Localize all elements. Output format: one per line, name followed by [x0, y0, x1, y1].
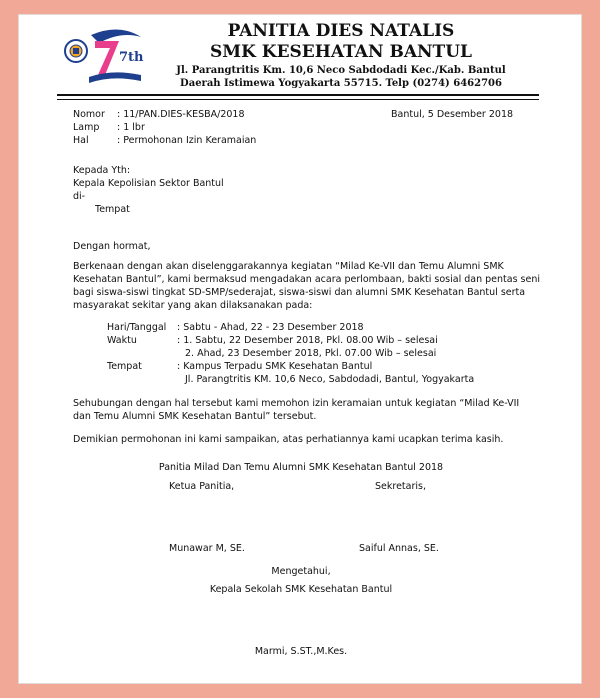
header-divider-thick [57, 94, 539, 96]
nomor-label: Nomor [73, 109, 105, 120]
recipient-line1: Kepada Yth: [73, 165, 131, 176]
header-org: SMK KESEHATAN BANTUL [210, 42, 472, 62]
paragraph1-line2: Kesehatan Bantul”, kami bermaksud mengadakan acara perlombaan, bakti sosial dan pentas seni [73, 274, 540, 285]
chair-title: Ketua Panitia, [169, 481, 235, 492]
paragraph1-line4: masyarakat sekitar yang akan dilaksanakan pada: [73, 300, 313, 311]
recipient-line2: Kepala Kepolisian Sektor Bantul [73, 178, 224, 189]
header-divider-thin [57, 99, 539, 100]
schedule-day-value: : Sabtu - Ahad, 22 - 23 Desember 2018 [177, 322, 364, 333]
paragraph3: Demikian permohonan ini kami sampaikan, atas perhatiannya kami ucapkan terima kasih. [73, 434, 504, 445]
header-title: PANITIA DIES NATALIS [227, 21, 455, 41]
logo-th-text: 7th [119, 50, 144, 65]
principal-name: Marmi, S.ST.,M.Kes. [254, 646, 348, 657]
recipient-line3: di- [73, 191, 86, 202]
lamp-value: : 1 lbr [117, 122, 145, 133]
schedule-day-label: Hari/Tanggal [107, 322, 167, 333]
letter-page [18, 14, 582, 684]
paragraph2-line2: dan Temu Alumni SMK Kesehatan Bantul” tersebut. [73, 411, 317, 422]
nomor-value: : 11/PAN.DIES-KESBA/2018 [117, 109, 245, 120]
schedule-place-label: Tempat [107, 361, 142, 372]
principal-title: Kepala Sekolah SMK Kesehatan Bantul [209, 584, 393, 595]
letter-date: Bantul, 5 Desember 2018 [391, 109, 514, 120]
schedule-time-value2: 2. Ahad, 23 Desember 2018, Pkl. 07.00 Wib – selesai [185, 348, 437, 359]
header-address-line1: Jl. Parangtritis Km. 10,6 Neco Sabdodadi Kec./Kab. Bantul [176, 65, 506, 76]
chair-name: Munawar M, SE. [169, 543, 245, 554]
schedule-time-label: Waktu [107, 335, 137, 346]
paragraph2-line1: Sehubungan dengan hal tersebut kami memohon izin keramaian untuk kegiatan “Milad Ke-VII [73, 398, 520, 409]
greeting: Dengan hormat, [73, 241, 151, 252]
hal-value: : Permohonan Izin Keramaian [117, 135, 257, 146]
secretary-name: Saiful Annas, SE. [359, 543, 439, 554]
paragraph1-line3: bagi siswa-siswi tingkat SD-SMP/sederajat, siswa-siswi dan alumni SMK Kesehatan Bantul serta [73, 287, 526, 298]
hal-label: Hal [73, 135, 89, 146]
lamp-label: Lamp [73, 122, 100, 133]
secretary-title: Sekretaris, [375, 481, 426, 492]
paragraph1-line1: Berkenaan dengan akan diselenggarakannya kegiatan “Milad Ke-VII dan Temu Alumni SMK [73, 261, 504, 272]
committee-name: Panitia Milad Dan Temu Alumni SMK Kesehatan Bantul 2018 [158, 462, 444, 473]
recipient-line4: Tempat [95, 204, 130, 215]
acknowledged-label: Mengetahui, [271, 566, 331, 577]
schedule-place-value2: Jl. Parangtritis KM. 10,6 Neco, Sabdodadi, Bantul, Yogyakarta [185, 374, 475, 385]
schedule-place-value1: : Kampus Terpadu SMK Kesehatan Bantul [177, 361, 373, 372]
header-address-line2: Daerah Istimewa Yogyakarta 55715. Telp (0274) 6462706 [180, 78, 502, 89]
schedule-time-value1: : 1. Sabtu, 22 Desember 2018, Pkl. 08.00 Wib – selesai [177, 335, 438, 346]
